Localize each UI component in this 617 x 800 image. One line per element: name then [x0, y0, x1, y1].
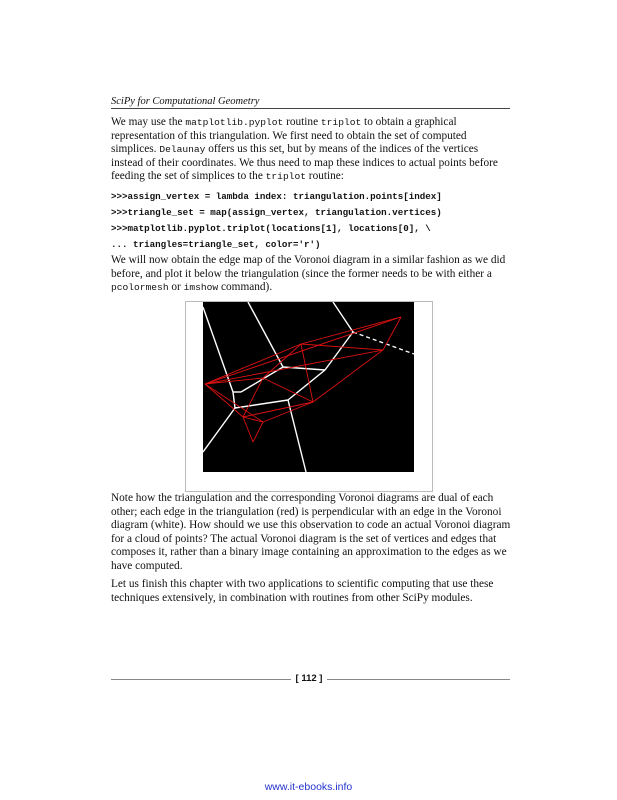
paragraph-triplot-intro — [111, 116, 511, 184]
voronoi-triangulation-figure — [185, 301, 433, 492]
code-line: >>>assign_vertex = lambda index: triangulation.points[index] — [111, 191, 442, 202]
site-link[interactable]: www.it-ebooks.info — [264, 781, 353, 793]
paragraph-edge-map — [111, 254, 511, 295]
header-rule — [111, 108, 510, 109]
text-run: routine: — [305, 170, 344, 183]
code-line: ... triangles=triangle_set, color='r') — [111, 239, 321, 250]
footer-rule-left — [111, 679, 291, 680]
inline-code: Delaunay — [159, 144, 206, 156]
inline-code: triplot — [265, 171, 306, 183]
inline-code: triplot — [320, 117, 362, 128]
running-header: SciPy for Computational Geometry — [111, 96, 260, 107]
text-run: command). — [218, 281, 273, 294]
text-run: to obtain a graphical representation of this triangulation. We first need to obtain the set of computed simplices. — [111, 116, 467, 156]
paragraph-duality-note: Note how the triangulation and the corresponding Voronoi diagrams are dual of each other; each edge in the triangulation (red) is perpendicular with an edge in the Voronoi diagram (white). How should we use this observation to code an actual Voronoi diagram for a cloud of points? The actual Voronoi diagram is the set of vertices and edges that composes it, rather than a binary image containing an approximation to the edges as we have computed. — [111, 492, 511, 572]
inline-code: pcolormesh — [111, 282, 169, 294]
text-run: We will now obtain the edge map of the Voronoi diagram in a similar fashion as we did before, and plot it below the triangulation (since the former needs to be with either a — [111, 254, 506, 280]
figure-plot — [203, 302, 414, 472]
plot-background — [203, 302, 414, 472]
text-run: or — [168, 281, 184, 294]
text-run: offers us this set, but by means of the indices of the vertices instead of their coordinates. We thus need to map these indices to actual points before feeding the set of simplices to the — [111, 143, 498, 183]
page-number: [ 112 ] — [295, 673, 323, 684]
inline-code: matplotlib.pyplot — [185, 117, 284, 128]
code-block — [111, 189, 511, 253]
paragraph-chapter-finish: Let us finish this chapter with two applications to scientific computing that use these techniques extensively, in combination with routines from other SciPy modules. — [111, 578, 494, 604]
inline-code: imshow — [183, 282, 219, 294]
code-line: >>>matplotlib.pyplot.triplot(locations[1], locations[0], \ — [111, 223, 431, 234]
text-run: routine — [283, 116, 321, 128]
text-run: We may use the — [111, 116, 186, 128]
code-line: >>>triangle_set = map(assign_vertex, triangulation.vertices) — [111, 207, 442, 218]
footer-rule-right — [327, 679, 510, 680]
